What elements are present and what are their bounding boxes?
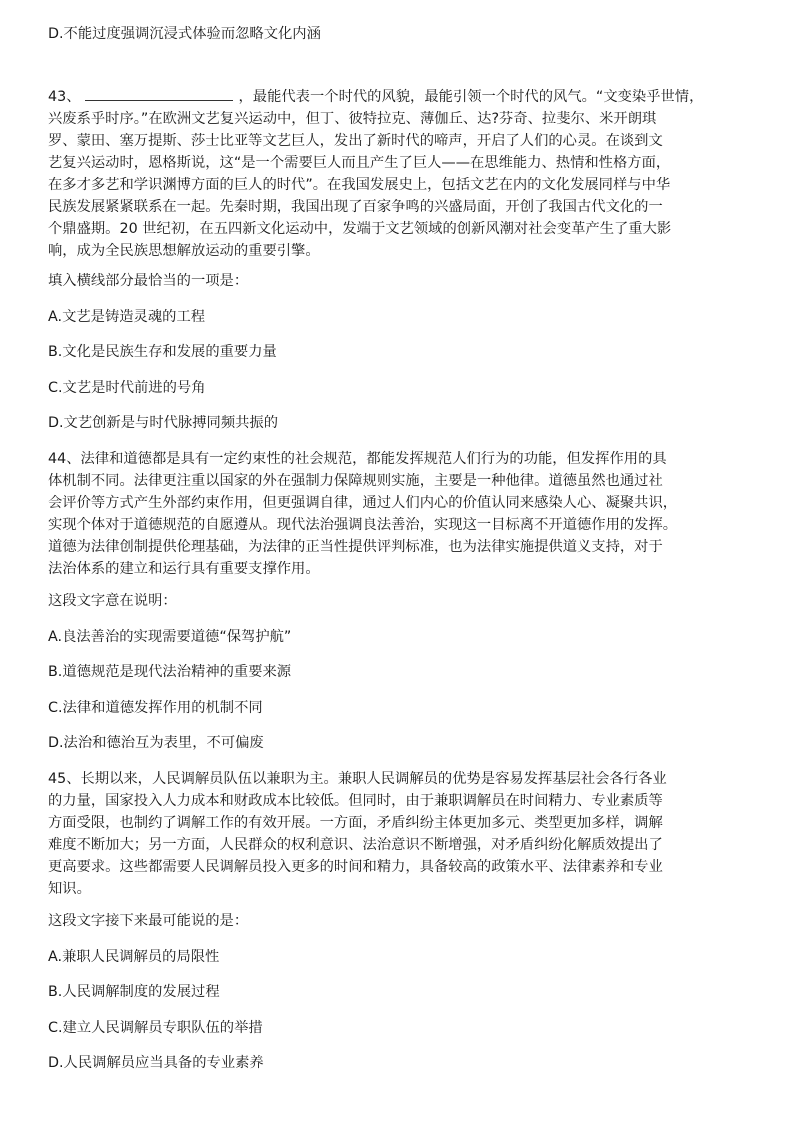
question-45-line: 知识。 — [48, 881, 91, 897]
question-43-option-c[interactable]: C.文艺是时代前进的号角 — [48, 380, 206, 396]
question-45-line: 方面受限，也制约了调解工作的有效开展。一方面，矛盾纠纷主体更加多元、类型更加多样，调解 — [48, 815, 663, 831]
question-45 — [48, 768, 667, 900]
question-43-stem-text: ，最能代表一个时代的风貌，最能引领一个时代的风气。“文变染乎世情， — [238, 89, 704, 105]
fill-in-blank — [85, 86, 233, 101]
question-44-prompt: 这段文字意在说明： — [48, 593, 177, 609]
question-43-option-d[interactable]: D.文艺创新是与时代脉搏同频共振的 — [48, 415, 279, 431]
question-45-option-b[interactable]: B.人民调解制度的发展过程 — [48, 984, 220, 1000]
question-43-line: 艺复兴运动时，恩格斯说，这“是一个需要巨人而且产生了巨人——在思维能力、热情和性格方面， — [48, 155, 671, 171]
question-45-line: 难度不断加大；另一方面，人民群众的权利意识、法治意识不断增强，对矛盾纠纷化解质效提出了 — [48, 837, 663, 853]
question-43-line: 在多才多艺和学识渊博方面的巨人的时代”。在我国发展史上，包括文艺在内的文化发展同样与中华 — [48, 177, 671, 193]
question-43-option-b[interactable]: B.文化是民族生存和发展的重要力量 — [48, 344, 277, 360]
question-43-line: 响，成为全民族思想解放运动的重要引擎。 — [48, 243, 320, 259]
question-43-line: 民族发展紧紧联系在一起。先秦时期，我国出现了百家争鸣的兴盛局面，开创了我国古代文化的一 — [48, 199, 663, 215]
question-44-option-d[interactable]: D.法治和德治互为表里，不可偏废 — [48, 735, 264, 751]
question-45-option-d[interactable]: D.人民调解员应当具备的专业素养 — [48, 1055, 264, 1071]
question-44-line: 道德为法律创制提供伦理基础，为法律的正当性提供评判标准，也为法律实施提供道义支持，对于 — [48, 539, 663, 555]
question-44-line: 法治体系的建立和运行具有重要支撑作用。 — [48, 561, 320, 577]
question-44-option-a[interactable]: A.良法善治的实现需要道德“保驾护航” — [48, 629, 292, 645]
question-43-line-1 — [48, 86, 703, 108]
question-45-option-c[interactable]: C.建立人民调解员专职队伍的举措 — [48, 1020, 263, 1036]
question-43-number: 43、 — [48, 89, 81, 105]
question-45-line: 更高要求。这些都需要人民调解员投入更多的时间和精力，具备较高的政策水平、法律素养和专业 — [48, 859, 663, 875]
question-44-line: 会评价等方式产生外部约束作用，但更强调自律，通过人们内心的价值认同来感染人心、凝聚共识， — [48, 495, 678, 511]
question-43-line: 罗、蒙田、塞万提斯、莎士比亚等文艺巨人，发出了新时代的啼声，开启了人们的心灵。在谈到文 — [48, 133, 663, 149]
prev-question-option-d: D.不能过度强调沉浸式体验而忽略文化内涵 — [48, 26, 321, 42]
question-45-option-a[interactable]: A.兼职人民调解员的局限性 — [48, 949, 220, 965]
question-45-line: 45、长期以来，人民调解员队伍以兼职为主。兼职人民调解员的优势是容易发挥基层社会各行各业 — [48, 771, 667, 787]
question-44-line: 实现个体对于道德规范的自愿遵从。现代法治强调良法善治，实现这一目标离不开道德作用的发挥。 — [48, 517, 678, 533]
question-44-line: 44、法律和道德都是具有一定约束性的社会规范，都能发挥规范人们行为的功能，但发挥作用的具 — [48, 451, 667, 467]
question-44-option-c[interactable]: C.法律和道德发挥作用的机制不同 — [48, 700, 263, 716]
question-44-option-b[interactable]: B.道德规范是现代法治精神的重要来源 — [48, 664, 292, 680]
question-43-option-a[interactable]: A.文艺是铸造灵魂的工程 — [48, 309, 206, 325]
question-45-prompt: 这段文字接下来最可能说的是： — [48, 913, 249, 929]
question-45-line: 的力量，国家投入人力成本和财政成本比较低。但同时，由于兼职调解员在时间精力、专业素质等 — [48, 793, 663, 809]
question-44-line: 体机制不同。法律更注重以国家的外在强制力保障规则实施，主要是一种他律。道德虽然也通过社 — [48, 473, 663, 489]
question-43-prompt: 填入横线部分最恰当的一项是： — [48, 273, 249, 289]
question-43 — [48, 86, 703, 262]
question-44 — [48, 448, 677, 580]
question-43-line: 个鼎盛期。20 世纪初，在五四新文化运动中，发端于文艺领域的创新风潮对社会变革产生了重大影 — [48, 221, 672, 237]
question-43-line: 兴废系乎时序。”在欧洲文艺复兴运动中，但丁、彼特拉克、薄伽丘、达?芬奇、拉斐尔、米开朗琪 — [48, 111, 657, 127]
